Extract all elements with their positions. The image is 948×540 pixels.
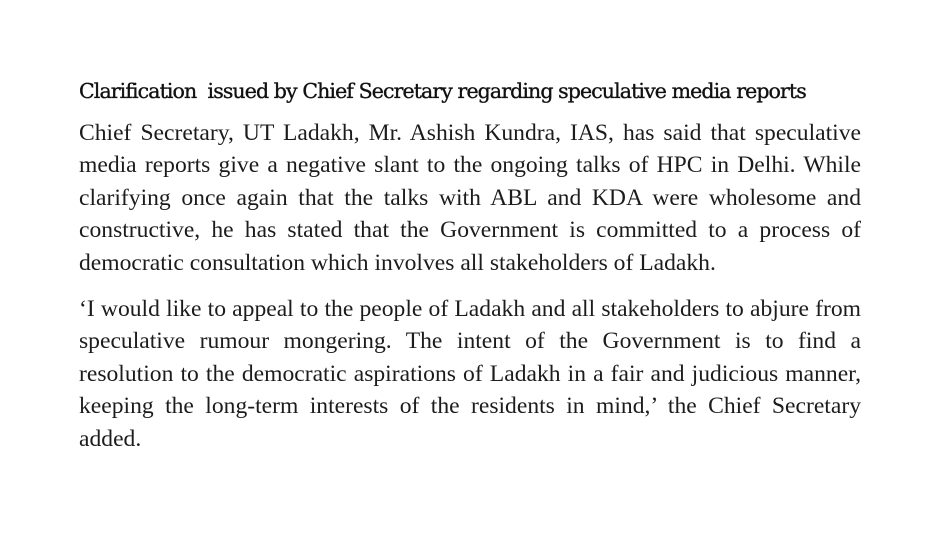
paragraph-statement: Chief Secretary, UT Ladakh, Mr. Ashish Kundra, IAS, has said that speculative media reports give a negative slant to the ongoing talks of HPC in Delhi. While clarifying once again that the talks with ABL and KDA were wholesome and constructive, he has stated that the Government is committed to a process of democratic consultation which involves all stakeholders of Ladakh.	[79, 120, 861, 276]
paragraph-quote: ‘I would like to appeal to the people of Ladakh and all stakeholders to abjure from speculative rumour mongering. The intent of the Government is to find a resolution to the democratic aspirations of Ladakh in a fair and judicious manner, keeping the long-term interests of the residents in mind,’ the Chief Secretary added.	[79, 296, 861, 452]
document-title: Clarification issued by Chief Secretary regarding speculative media reports	[79, 79, 806, 103]
document-page	[79, 74, 861, 469]
